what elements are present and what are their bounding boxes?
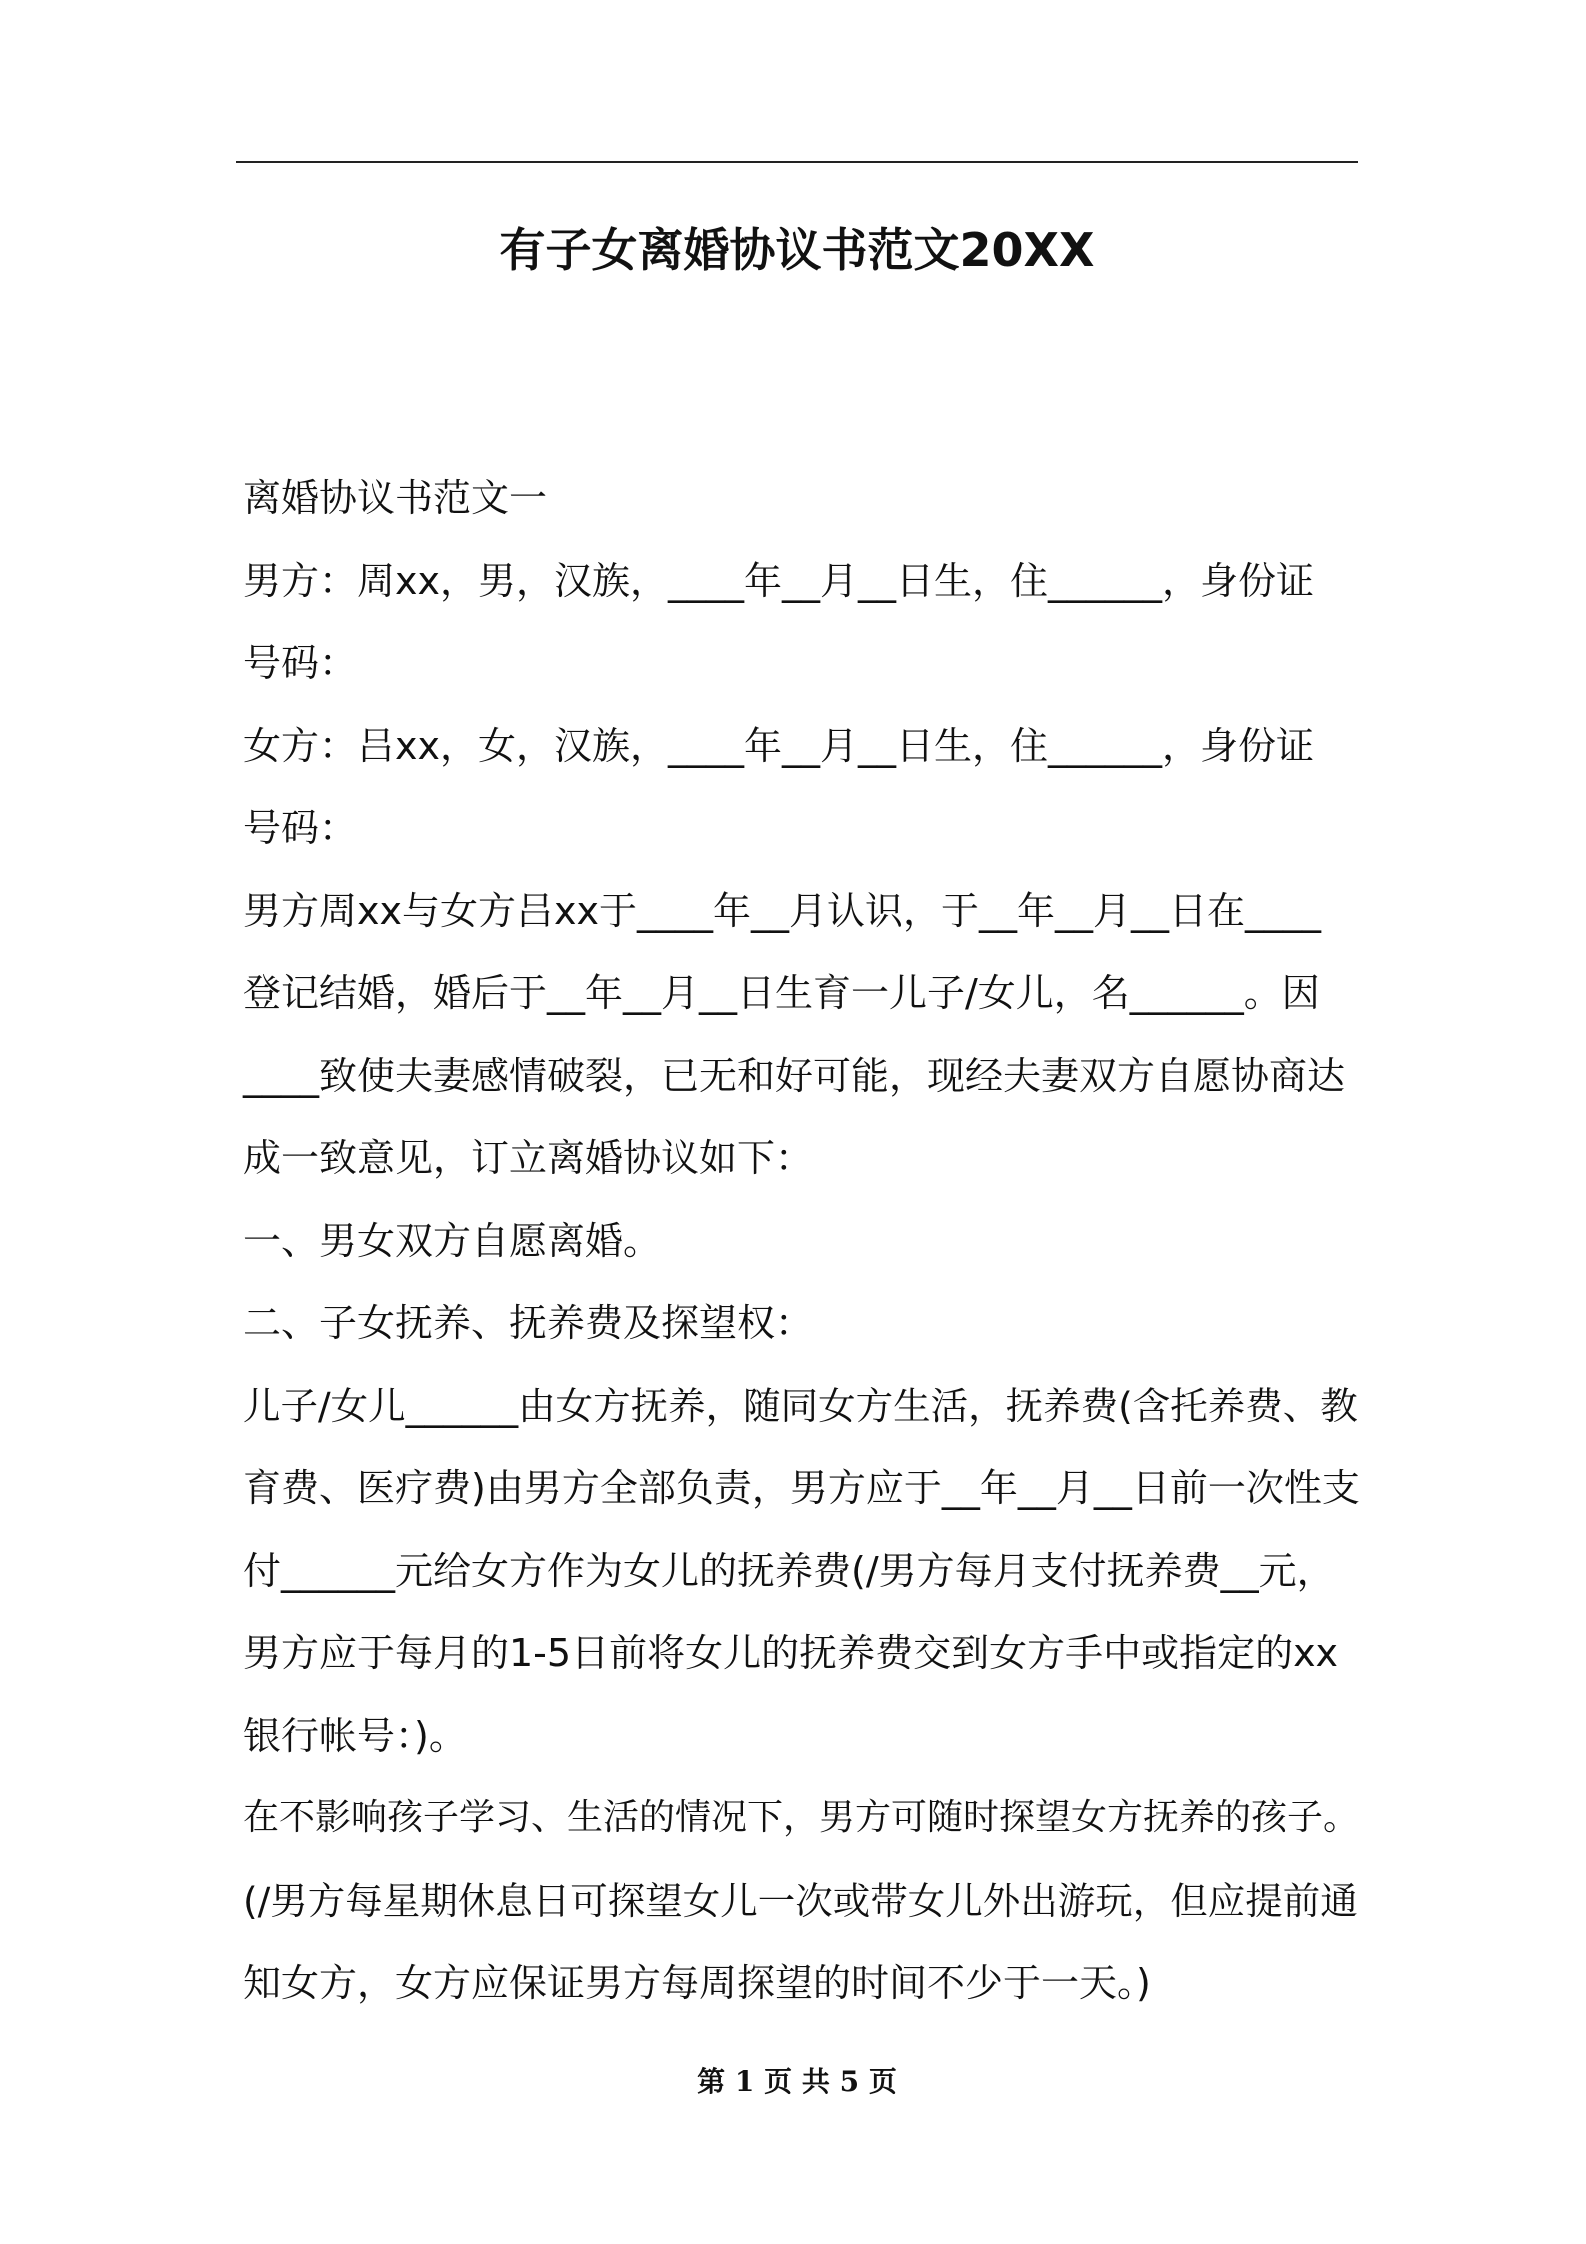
document-body bbox=[243, 457, 1363, 2025]
body-line: ____致使夫妻感情破裂，已无和好可能，现经夫妻双方自愿协商达 bbox=[243, 1053, 1346, 1098]
body-line: 银行帐号：)。 bbox=[243, 1713, 467, 1758]
body-line: 在不影响孩子学习、生活的情况下，男方可随时探望女方抚养的孩子。 bbox=[243, 1797, 1360, 1838]
body-line: 男方：周xx，男，汉族，____年__月__日生，住______，身份证 bbox=[243, 558, 1314, 603]
body-line: 付______元给女方作为女儿的抚养费(/男方每月支付抚养费__元， bbox=[243, 1548, 1335, 1593]
body-line: 男方周xx与女方吕xx于____年__月认识，于__年__月__日在____ bbox=[243, 888, 1321, 933]
body-line: 男方应于每月的1-5日前将女儿的抚养费交到女方手中或指定的xx bbox=[243, 1631, 1339, 1675]
page-number: 第 1 页 共 5 页 bbox=[697, 2065, 897, 2098]
body-line: 一、男女双方自愿离婚。 bbox=[243, 1218, 662, 1263]
body-line: 号码： bbox=[243, 641, 358, 685]
header-rule bbox=[236, 161, 1358, 163]
body-line: 二、子女抚养、抚养费及探望权： bbox=[243, 1301, 814, 1345]
document-title: 有子女离婚协议书范文20XX bbox=[499, 223, 1095, 277]
body-line: 育费、医疗费)由男方全部负责，男方应于__年__月__日前一次性支 bbox=[243, 1466, 1360, 1510]
body-line: 号码： bbox=[243, 806, 358, 850]
body-line: 儿子/女儿______由女方抚养，随同女方生活，抚养费(含托养费、教 bbox=[243, 1383, 1358, 1428]
body-line: 成一致意见，订立离婚协议如下： bbox=[243, 1136, 814, 1180]
body-line: 知女方，女方应保证男方每周探望的时间不少于一天。) bbox=[243, 1961, 1151, 2005]
section-heading: 离婚协议书范文一 bbox=[243, 476, 548, 520]
body-line: 女方：吕xx，女，汉族，____年__月__日生，住______，身份证 bbox=[243, 723, 1314, 768]
body-line: (/男方每星期休息日可探望女儿一次或带女儿外出游玩，但应提前通 bbox=[243, 1878, 1358, 1923]
body-line: 登记结婚，婚后于__年__月__日生育一儿子/女儿，名______。因 bbox=[243, 971, 1320, 1015]
